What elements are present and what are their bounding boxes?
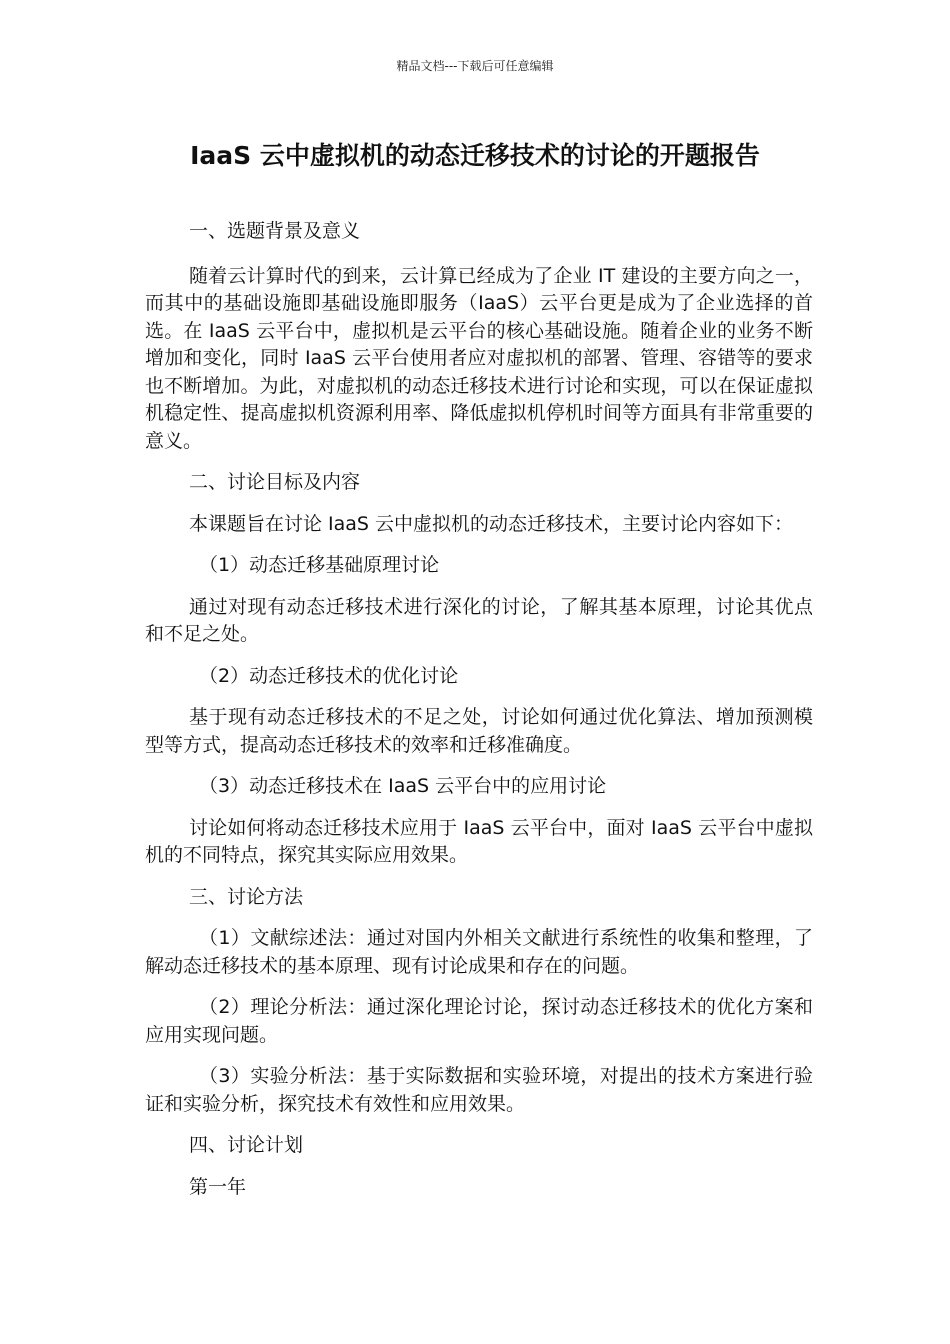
paragraph-method-theory: （2）理论分析法：通过深化理论讨论，探讨动态迁移技术的优化方案和应用实现问题。: [145, 996, 813, 1046]
section-heading-methods: 三、讨论方法: [189, 885, 304, 908]
paragraph-method-literature: （1）文献综述法：通过对国内外相关文献进行系统性的收集和整理，了解动态迁移技术的基本原理、现有讨论成果和存在的问题。: [145, 927, 813, 977]
section-heading-background: 一、选题背景及意义: [189, 220, 361, 242]
document-title: IaaS 云中虚拟机的动态迁移技术的讨论的开题报告: [190, 141, 760, 170]
section-heading-plan: 四、讨论计划: [189, 1134, 304, 1156]
subheading-optimization: （2）动态迁移技术的优化讨论: [199, 664, 459, 687]
document-body: [145, 218, 813, 1215]
paragraph-goals-intro: 本课题旨在讨论 IaaS 云中虚拟机的动态迁移技术，主要讨论内容如下：: [189, 512, 794, 535]
paragraph-principle: 通过对现有动态迁移技术进行深化的讨论，了解其基本原理，讨论其优点和不足之处。: [145, 595, 813, 645]
paragraph-background: 随着云计算时代的到来，云计算已经成为了企业 IT 建设的主要方向之一，而其中的基础设施即基础设施即服务（IaaS）云平台更是成为了企业选择的首选。在 IaaS 云平台中，虚拟机是云平台的核心基础设施。随着企业的业务不断增加和变化，同时 IaaS 云平台使用者应对虚拟机的部署、管理、容错等的要求也不断增加。为此，对虚拟机的动态迁移技术进行讨论和实现，可以在保证虚拟机稳定性、提高虚拟机资源利用率、降低虚拟机停机时间等方面具有非常重要的意义。: [145, 264, 813, 452]
subheading-principle: （1）动态迁移基础原理讨论: [199, 554, 440, 576]
paragraph-application: 讨论如何将动态迁移技术应用于 IaaS 云平台中，面对 IaaS 云平台中虚拟机的不同特点，探究其实际应用效果。: [145, 816, 813, 866]
paragraph-plan-year-one: 第一年: [189, 1175, 247, 1198]
header-note: 精品文档---下载后可任意编辑: [396, 59, 554, 73]
paragraph-method-experiment: （3）实验分析法：基于实际数据和实验环境，对提出的技术方案进行验证和实验分析，探究技术有效性和应用效果。: [145, 1065, 813, 1115]
paragraph-optimization: 基于现有动态迁移技术的不足之处，讨论如何通过优化算法、增加预测模型等方式，提高动态迁移技术的效率和迁移准确度。: [145, 706, 813, 756]
section-heading-goals: 二、讨论目标及内容: [189, 471, 361, 493]
subheading-application: （3）动态迁移技术在 IaaS 云平台中的应用讨论: [199, 775, 607, 797]
